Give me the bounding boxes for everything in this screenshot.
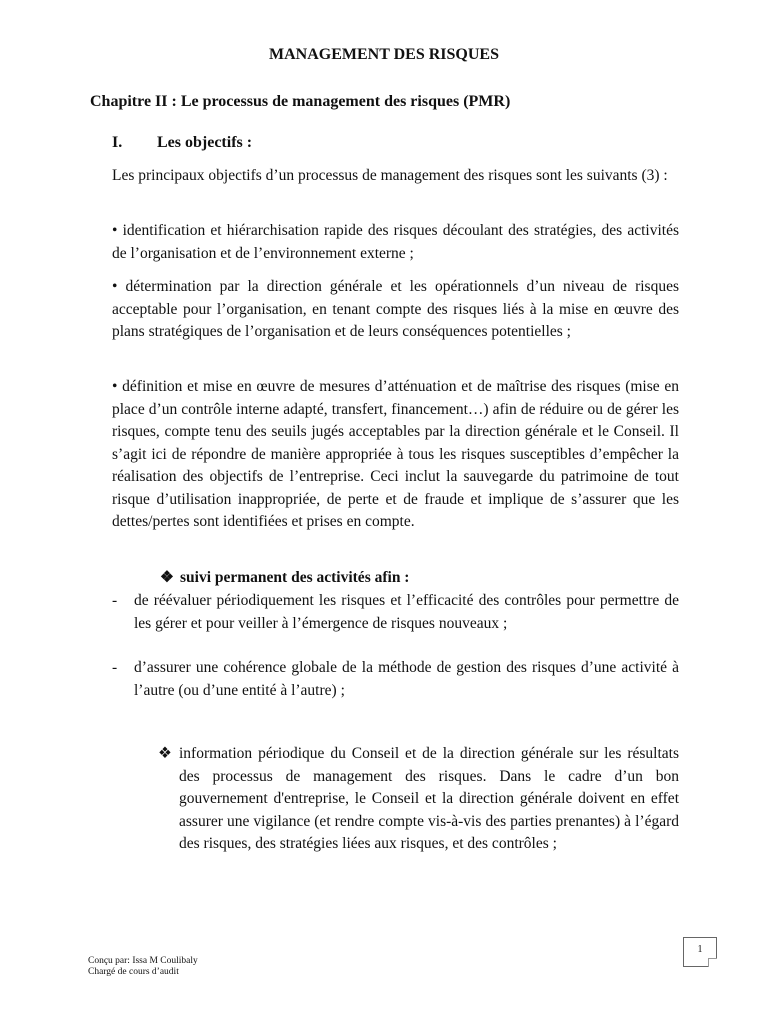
chapter-heading: Chapitre II : Le processus de management des risques (PMR) bbox=[90, 93, 511, 110]
subheading-text: suivi permanent des activités afin : bbox=[180, 569, 410, 586]
page-number-box bbox=[683, 937, 717, 967]
footer-author: Conçu par: Issa M Coulibaly bbox=[88, 956, 198, 966]
dash-bullet-icon: - bbox=[112, 659, 118, 676]
info-list-text: information périodique du Conseil et de la direction générale sur les résultats des processus de management des risques. Dans le cadre d’un bon gouvernement d'entreprise, le Conseil et la direction générale doivent en effet assurer une vigilance (et rendre compte vis-à-vis des parties prenantes) à l’égard des risques, des stratégies liées aux risques, et des contrôles ; bbox=[179, 745, 679, 852]
dash-list-text: d’assurer une cohérence globale de la méthode de gestion des risques d’une activité à l’autre (ou d’une entité à l’autre) ; bbox=[134, 659, 679, 699]
subheading bbox=[160, 568, 409, 587]
diamond-bullet-icon: ❖ bbox=[158, 745, 172, 762]
section-title: Les objectifs : bbox=[157, 134, 253, 151]
bullet-item: • détermination par la direction générale et les opérationnels d’un niveau de risques acceptable pour l’organisation, en tenant compte des risques liés à la mise en œuvre des plans stratégiques de l’organisation et de leurs conséquences potentielles ; bbox=[112, 278, 679, 340]
bullet-item: • définition et mise en œuvre de mesures d’atténuation et de maîtrise des risques (mise en place d’un contrôle interne adapté, transfert, financement…) afin de réduire ou de gérer les risques, compte tenu des seuils jugés acceptables par la direction générale et le Conseil. Il s’agit ici de répondre de manière appropriée à tous les risques susceptibles d’empêcher la réalisation des objectifs de l’entreprise. Ceci inclut la sauvegarde du patrimoine de tout risque d’utilisation inappropriée, de perte et de fraude et implique de s’assurer que les dettes/pertes sont identifiées et prises en compte. bbox=[112, 378, 679, 530]
footer-credits bbox=[88, 956, 198, 978]
footer-role: Chargé de cours d’audit bbox=[88, 967, 179, 977]
section-heading bbox=[112, 134, 252, 152]
dash-list-item bbox=[112, 656, 679, 702]
intro-paragraph: Les principaux objectifs d’un processus de management des risques sont les suivants (3) : bbox=[112, 167, 668, 184]
dash-list-item bbox=[112, 589, 679, 635]
dash-list-text: de réévaluer périodiquement les risques et l’efficacité des contrôles pour permettre de les gérer et pour veiller à l’émergence de risques nouveaux ; bbox=[134, 592, 679, 632]
dash-bullet-icon: - bbox=[112, 592, 118, 609]
bullet-item: • identification et hiérarchisation rapide des risques découlant des stratégies, des activités de l’organisation et de l’environnement externe ; bbox=[112, 222, 679, 262]
diamond-bullet-icon: ❖ bbox=[160, 569, 174, 586]
page-number: 1 bbox=[697, 944, 703, 955]
section-number: I. bbox=[112, 134, 123, 151]
document-title: MANAGEMENT DES RISQUES bbox=[269, 46, 499, 63]
info-list-item bbox=[158, 743, 679, 856]
